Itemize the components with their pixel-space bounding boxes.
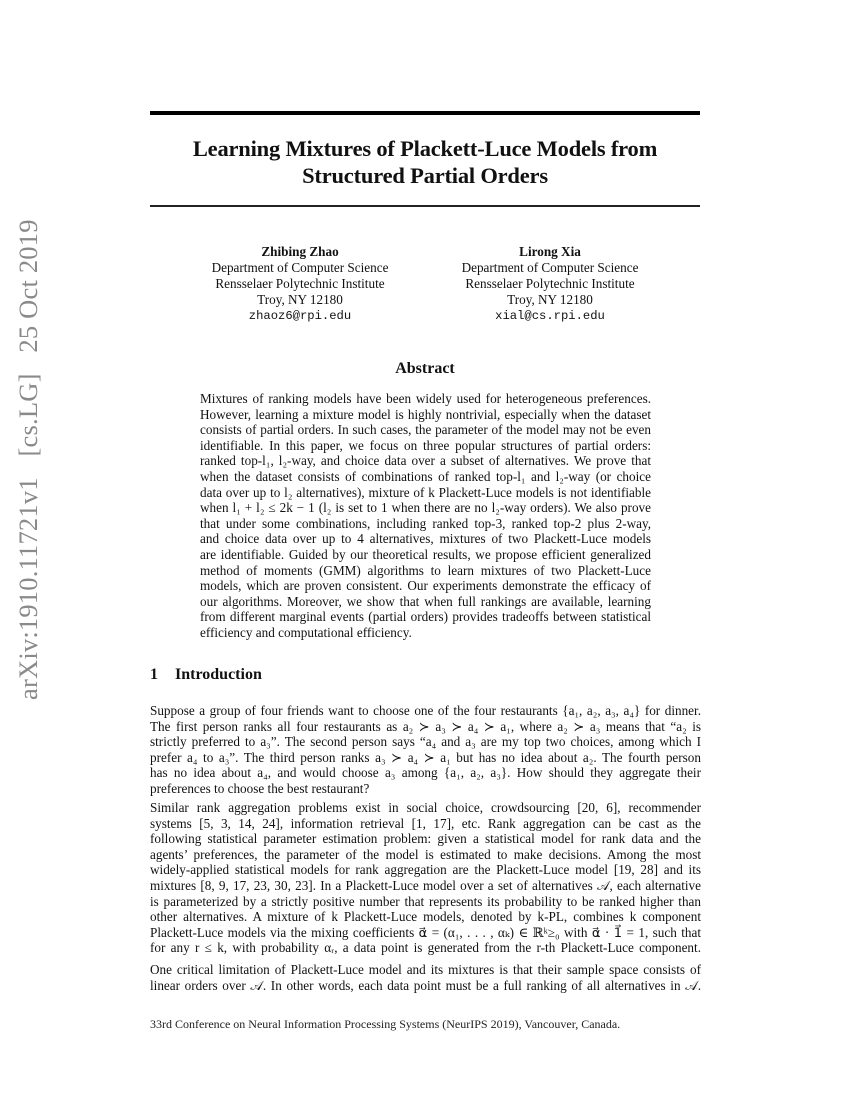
author-department: Department of Computer Science (461, 260, 639, 275)
author-block-2 (430, 244, 670, 324)
title-line-2: Structured Partial Orders (302, 163, 548, 188)
abstract-line: method of moments (GMM) algorithms to learn mixtures of two Plackett-Luce (200, 562, 651, 578)
intro-paragraph-2 (150, 800, 701, 956)
author-name: Zhibing Zhao (261, 244, 339, 259)
author-location: Troy, NY 12180 (507, 292, 593, 307)
abstract-line: identifiable. In this paper, we focus on three popular structures of partial orders: (200, 437, 651, 453)
paragraph-line: linear orders over 𝒜. In other words, each data point must be a full ranking of all alternatives in 𝒜. (150, 977, 701, 993)
intro-paragraph-3 (150, 962, 701, 993)
abstract-line: when the dataset consists of combinations of ranked top-l₁ and l₂-way (or choice (200, 468, 651, 484)
paragraph-line: has no idea about a₄, and would choose a₃ among {a₁, a₂, a₃}. How should they aggregate their (150, 765, 701, 781)
abstract-line: Mixtures of ranking models have been widely used for heterogeneous preferences. (200, 391, 651, 406)
paragraph-line: The first person ranks all four restaurants as a₂ ≻ a₃ ≻ a₄ ≻ a₁, where a₂ ≻ a₃ means that “a₂ is (150, 718, 701, 734)
paragraph-line: agents’ preferences, the parameter of the model is estimated to make decisions. Among the most (150, 846, 701, 862)
arxiv-stamp (8, 219, 48, 700)
title-line-1: Learning Mixtures of Plackett-Luce Models from (192, 136, 658, 161)
title-rule-bottom (150, 205, 700, 207)
abstract-body (200, 391, 651, 641)
paragraph-line: widely-applied statistical models for rank aggregation are the Plackett-Luce model [19, 28] and its (150, 862, 701, 878)
abstract-line: and choice data over up to 4 alternatives, mixtures of two Plackett-Luce models (200, 531, 651, 547)
paragraph-line: for any r ≤ k, with probability αᵣ, a data point is generated from the r-th Plackett-Luce component. (150, 940, 701, 956)
paragraph-line: other alternatives. A mixture of k Plackett-Luce models, denoted by k-PL, combines k component (150, 909, 701, 925)
abstract-line: data over up to l₂ alternatives), mixture of k Plackett-Luce models is not identifiable (200, 484, 651, 500)
abstract-line: from different marginal events (partial orders) provides tradeoffs between statistical (200, 609, 651, 625)
author-department: Department of Computer Science (211, 260, 389, 275)
paragraph-line: following statistical parameter estimation problem: given a statistical model for rank data and the (150, 831, 701, 847)
arxiv-id[interactable]: arXiv:1910.11721v1 (13, 477, 43, 700)
abstract-line: models, which are proven consistent. Our experiments demonstrate the efficacy of (200, 578, 651, 594)
paragraph-line: strictly preferred to a₃”. The second person says “a₄ and a₃ are my top two choices, among which I (150, 734, 701, 750)
author-block-1 (180, 244, 420, 324)
section-number: 1 (150, 666, 158, 683)
author-location: Troy, NY 12180 (257, 292, 343, 307)
paragraph-line: Plackett-Luce models via the mixing coefficients α⃗ = (α₁, . . . , αₖ) ∈ ℝᵏ≥₀ with α⃗ · 1⃗ = 1, such that (150, 924, 701, 940)
abstract-line: that under some combinations, including ranked top-3, ranked top-2 plus 2-way, (200, 515, 651, 531)
author-email[interactable]: xial@cs.rpi.edu (495, 309, 605, 323)
abstract-line: are identifiable. Guided by our theoretical results, we propose efficient generalized (200, 546, 651, 562)
author-email[interactable]: zhaoz6@rpi.edu (248, 309, 352, 323)
section-title: Introduction (175, 666, 262, 683)
abstract-line: However, learning a mixture model is highly nontrivial, especially when the dataset (200, 406, 651, 422)
paragraph-line: Suppose a group of four friends want to choose one of the four restaurants {a₁, a₂, a₃, a₄} for dinner. (150, 703, 701, 718)
abstract-heading: Abstract (395, 360, 455, 377)
title-rule-top (150, 111, 700, 115)
paragraph-line: systems [5, 3, 14, 24], information retrieval [1, 17], etc. Rank aggregation can be cast as the (150, 815, 701, 831)
paragraph-line: Similar rank aggregation problems exist in social choice, crowdsourcing [20, 6], recommender (150, 800, 701, 815)
section-heading-introduction (150, 666, 262, 684)
conference-footnote: 33rd Conference on Neural Information Processing Systems (NeurIPS 2019), Vancouver, Canada. (150, 1017, 621, 1031)
arxiv-date: 25 Oct 2019 (13, 219, 43, 353)
paragraph-line: preferences to choose the best restaurant? (150, 780, 370, 796)
author-name: Lirong Xia (519, 244, 581, 259)
abstract-line: when l₁ + l₂ ≤ 2k − 1 (l₂ is set to 1 when there are no l₂-way orders). We also prove (200, 500, 651, 516)
paragraph-line: prefer a₄ to a₃”. The third person ranks a₃ ≻ a₄ ≻ a₁ but has no idea about a₂. The fourth person (150, 749, 701, 765)
abstract-line: consists of partial orders. In such cases, the parameter of the model may not be even (200, 422, 651, 438)
author-institution: Rensselaer Polytechnic Institute (215, 276, 385, 291)
abstract-line: efficiency and computational efficiency. (200, 624, 412, 640)
abstract-line: our algorithms. Moreover, we show that when full rankings are available, learning (200, 593, 651, 609)
paragraph-line: mixtures [8, 9, 17, 23, 30, 23]. In a Plackett-Luce model over a set of alternatives 𝒜, each alternative (150, 877, 701, 893)
abstract-line: ranked top-l₁, l₂-way, and choice data over a subset of alternatives. We prove that (200, 453, 651, 469)
paragraph-line: is parameterized by a strictly positive number that represents its probability to be ranked higher than (150, 893, 701, 909)
paper-title (150, 135, 700, 189)
author-institution: Rensselaer Polytechnic Institute (465, 276, 635, 291)
paragraph-line: One critical limitation of Plackett-Luce model and its mixtures is that their sample space consists of (150, 962, 701, 977)
intro-paragraph-1 (150, 703, 701, 797)
arxiv-category: [cs.LG] (13, 373, 43, 457)
